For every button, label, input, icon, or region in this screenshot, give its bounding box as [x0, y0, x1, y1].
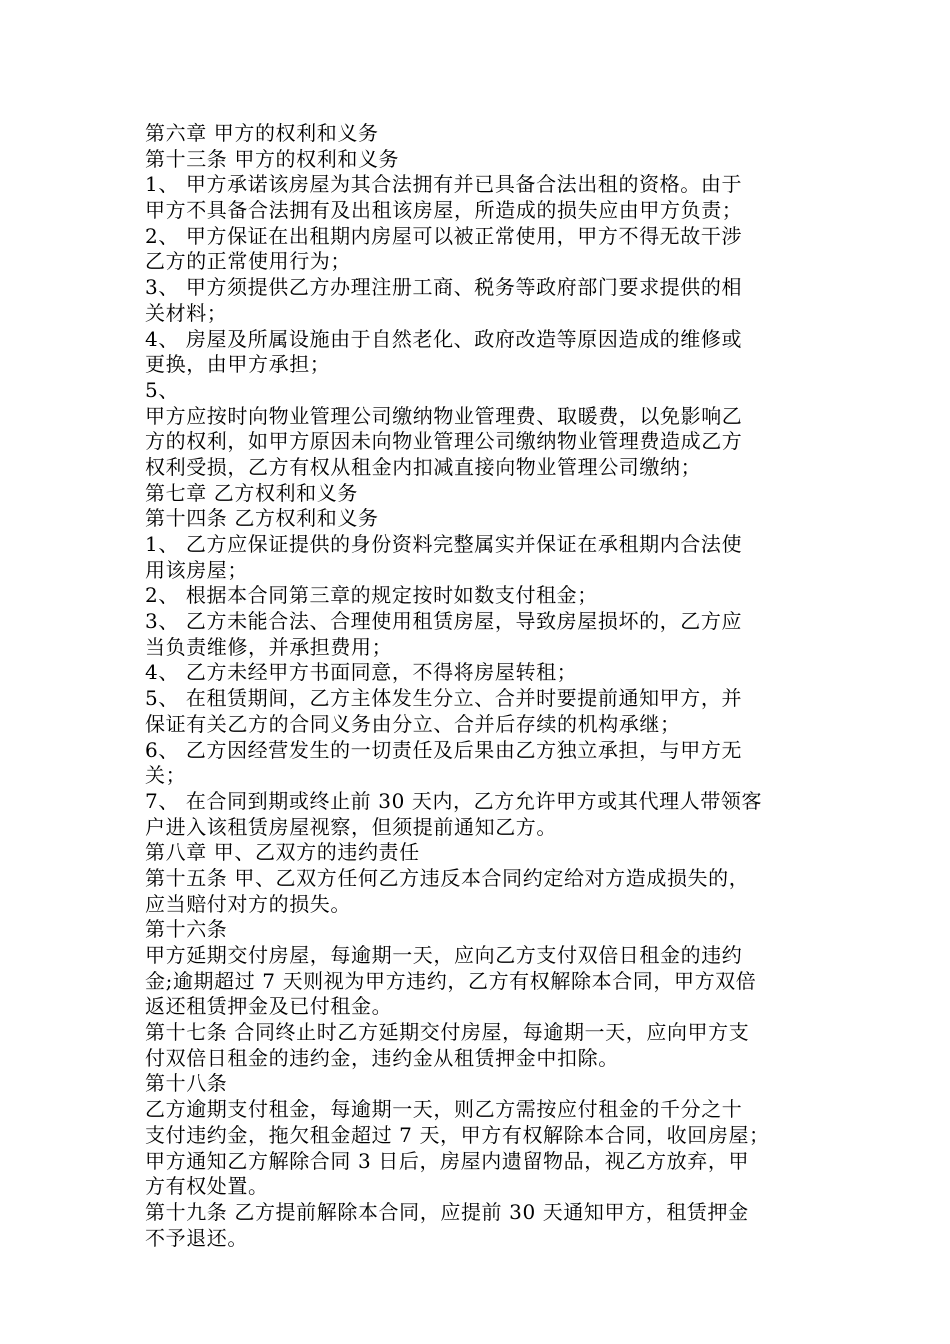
- text-line: 7、 在合同到期或终止前 30 天内，乙方允许甲方或其代理人带领客: [145, 788, 763, 813]
- text-line: 返还租赁押金及已付租金。: [145, 994, 393, 1019]
- text-line: 甲方应按时向物业管理公司缴纳物业管理费、取暖费，以免影响乙: [145, 403, 743, 428]
- chapter-8-heading: 第八章 甲、乙双方的违约责任: [145, 840, 420, 865]
- text-line: 甲方不具备合法拥有及出租该房屋，所造成的损失应由甲方负责；: [145, 198, 743, 223]
- text-line: 5、: [145, 377, 179, 402]
- text-line: 1、 乙方应保证提供的身份资料完整属实并保证在承租期内合法使: [145, 532, 743, 556]
- text-line: 乙方逾期支付租金，每逾期一天，则乙方需按应付租金的千分之十: [145, 1097, 743, 1122]
- text-line: 2、 根据本合同第三章的规定按时如数支付租金；: [145, 583, 598, 608]
- text-line: 1、 甲方承诺该房屋为其合法拥有并已具备合法出租的资格。由于: [145, 172, 743, 197]
- text-line: 付双倍日租金的违约金，违约金从租赁押金中扣除。: [145, 1045, 619, 1070]
- text-line: 第十七条 合同终止时乙方延期交付房屋，每逾期一天，应向甲方支: [145, 1020, 750, 1045]
- text-line: 乙方的正常使用行为；: [145, 249, 351, 274]
- text-line: 5、 在租赁期间，乙方主体发生分立、合并时要提前通知甲方，并: [145, 686, 743, 711]
- text-line: 方的权利，如甲方原因未向物业管理公司缴纳物业管理费造成乙方: [145, 429, 743, 454]
- chapter-6-heading: 第六章 甲方的权利和义务: [145, 121, 379, 145]
- text-line: 2、 甲方保证在出租期内房屋可以被正常使用，甲方不得无故干涉: [145, 223, 743, 248]
- text-line: 4、 乙方未经甲方书面同意，不得将房屋转租；: [145, 660, 578, 685]
- text-line: 应当赔付对方的损失。: [145, 891, 351, 916]
- text-line: 权利受损，乙方有权从租金内扣减直接向物业管理公司缴纳；: [145, 454, 702, 479]
- text-line: 不予退还。: [145, 1225, 248, 1250]
- article-18-heading: 第十八条: [145, 1071, 228, 1096]
- text-line: 用该房屋；: [145, 557, 248, 582]
- document-body: [145, 121, 810, 1251]
- text-line: 6、 乙方因经营发生的一切责任及后果由乙方独立承担，与甲方无: [145, 737, 743, 762]
- text-line: 甲方通知乙方解除合同 3 日后，房屋内遗留物品，视乙方放弃，甲: [145, 1148, 750, 1173]
- text-line: 金;逾期超过 7 天则视为甲方违约，乙方有权解除本合同，甲方双倍: [145, 968, 757, 993]
- text-line: 第十九条 乙方提前解除本合同，应提前 30 天通知甲方，租赁押金: [145, 1199, 749, 1224]
- article-14-heading: 第十四条 乙方权利和义务: [145, 506, 379, 531]
- text-line: 第十五条 甲、乙双方任何乙方违反本合同约定给对方造成损失的，: [145, 865, 750, 890]
- text-line: 更换，由甲方承担；: [145, 352, 331, 377]
- text-line: 户进入该租赁房屋视察，但须提前通知乙方。: [145, 814, 557, 839]
- text-line: 关；: [145, 763, 187, 788]
- text-line: 支付违约金，拖欠租金超过 7 天，甲方有权解除本合同，收回房屋；: [145, 1122, 770, 1147]
- text-line: 当负责维修，并承担费用；: [145, 634, 393, 659]
- text-line: 3、 甲方须提供乙方办理注册工商、税务等政府部门要求提供的相: [145, 275, 743, 300]
- chapter-7-heading: 第七章 乙方权利和义务: [145, 480, 358, 505]
- article-13-heading: 第十三条 甲方的权利和义务: [145, 146, 400, 171]
- text-line: 保证有关乙方的合同义务由分立、合并后存续的机构承继；: [145, 711, 681, 736]
- text-line: 3、 乙方未能合法、合理使用租赁房屋，导致房屋损坏的，乙方应: [145, 609, 743, 634]
- text-line: 4、 房屋及所属设施由于自然老化、政府改造等原因造成的维修或: [145, 326, 743, 351]
- text-line: 方有权处置。: [145, 1174, 269, 1199]
- text-line: 关材料；: [145, 300, 228, 325]
- text-line: 甲方延期交付房屋，每逾期一天，应向乙方支付双倍日租金的违约: [145, 943, 743, 967]
- article-16-heading: 第十六条: [145, 917, 228, 942]
